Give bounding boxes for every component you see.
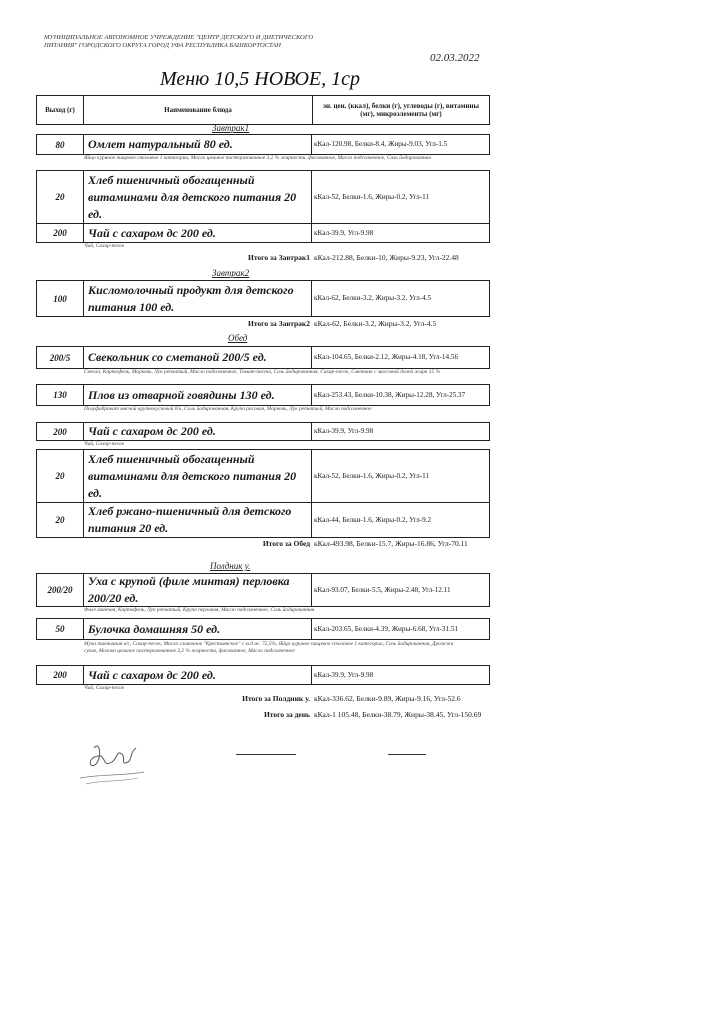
row-values: кКал-203.65, Белки-4.39, Жиры-6.68, Угл-31.51 bbox=[314, 624, 459, 633]
total-lunch: Итого за Обед кКал-493.98, Белки-15.7, Жиры-16.86, Угл-70.11 bbox=[262, 539, 468, 548]
section-breakfast1: Завтрак1 bbox=[212, 123, 250, 133]
row-dish: Чай с сахаром дс 200 ед. bbox=[84, 666, 312, 684]
table-row bbox=[36, 449, 490, 503]
row-dish: Плов из отварной говядины 130 ед. bbox=[84, 385, 312, 405]
col-name: Наименование блюда bbox=[84, 96, 313, 124]
section-snack: Полдник у. bbox=[210, 561, 251, 571]
row-ingredients: Свекла, Картофель, Морковь, Лук репчатый, Масло подсолнечное, Томат-паста, Соль йодированная, Сахар-песок, Сметана с массовой долей жира 15 % bbox=[84, 369, 441, 375]
signature-icon bbox=[72, 728, 152, 788]
row-dish: Уха с крупой (филе минтая) перловка 200/20 ед. bbox=[84, 574, 312, 606]
table-row bbox=[36, 280, 490, 317]
row-values: кКал-44, Белки-1.6, Жиры-0.2, Угл-9.2 bbox=[314, 515, 432, 524]
row-yield: 200/5 bbox=[37, 347, 84, 368]
row-values: кКал-253.43, Белки-10.38, Жиры-12.28, Угл-25.37 bbox=[314, 390, 466, 399]
col-values: эн. цен. (ккал), белки (г), углеводы (г), витамины (мг), микроэлементы (мг) bbox=[322, 102, 480, 118]
document-date: 02.03.2022 bbox=[430, 52, 480, 64]
table-row bbox=[36, 422, 490, 441]
row-dish: Чай с сахаром дс 200 ед. bbox=[84, 224, 312, 242]
row-ingredients: Полуфабрикат мясной крупнокусковой б/к, Соль йодированная, Крупа рисовая, Морковь, Лук репчатый, Масло подсолнечное bbox=[84, 406, 372, 412]
row-yield: 200/20 bbox=[37, 574, 84, 606]
row-ingredients: Мука пшеничная в/с, Сахар-песок, Масло сливочное "Крестьянское" с м.д.ж. 72,5%, Яйцо куриное пищевое столовое 1 категории, Соль йодированная, Дрожжи сухие, Молоко цельное пастеризованное 3,2 % жирности, фасованное, Масло подсолнечное bbox=[84, 641, 454, 654]
row-yield: 200 bbox=[37, 423, 84, 440]
row-dish: Свекольник со сметаной 200/5 ед. bbox=[84, 347, 312, 368]
signature-line bbox=[236, 754, 296, 755]
row-values: кКал-52, Белки-1.6, Жиры-0.2, Угл-11 bbox=[314, 471, 430, 480]
section-lunch: Обед bbox=[228, 333, 248, 343]
row-values: кКал-39.9, Угл-9.98 bbox=[314, 228, 374, 237]
row-values: кКал-39.9, Угл-9.98 bbox=[314, 427, 374, 435]
table-row bbox=[36, 170, 490, 224]
table-row bbox=[36, 346, 490, 369]
total-breakfast2: Итого за Завтрак2 кКал-62, Белки-3.2, Жиры-3.2, Угл-4.5 bbox=[248, 319, 437, 328]
row-dish: Хлеб ржано-пшеничный для детского питания 20 ед. bbox=[84, 503, 312, 537]
col-yield: Выход (г) bbox=[37, 96, 84, 124]
row-yield: 80 bbox=[37, 135, 84, 154]
row-yield: 20 bbox=[37, 171, 84, 223]
row-values: кКал-39.9, Угл-9.98 bbox=[314, 670, 374, 679]
row-dish: Хлеб пшеничный обогащенный витаминами для детского питания 20 ед. bbox=[84, 450, 312, 502]
row-dish: Булочка домашняя 50 ед. bbox=[84, 619, 312, 639]
row-yield: 20 bbox=[37, 503, 84, 537]
table-header bbox=[36, 95, 490, 125]
signature-line bbox=[388, 754, 426, 755]
table-row bbox=[36, 384, 490, 406]
row-ingredients: Филе минтая, Картофель, Лук репчатый, Крупа перловая, Масло подсолнечное, Соль йодированная bbox=[84, 607, 315, 613]
row-dish: Кисломолочный продукт для детского питания 100 ед. bbox=[84, 281, 312, 316]
row-dish: Хлеб пшеничный обогащенный витаминами для детского питания 20 ед. bbox=[84, 171, 312, 223]
row-yield: 50 bbox=[37, 619, 84, 639]
row-yield: 130 bbox=[37, 385, 84, 405]
row-ingredients: Чай, Сахар-песок bbox=[84, 243, 125, 249]
total-breakfast1: Итого за Завтрак1 кКал-212.88, Белки-10, Жиры-9.23, Угл-22.48 bbox=[248, 253, 459, 262]
row-ingredients: Чай, Сахар-песок bbox=[84, 441, 125, 447]
row-yield: 100 bbox=[37, 281, 84, 316]
table-row bbox=[36, 502, 490, 538]
row-values: кКал-104.65, Белки-2.12, Жиры-4.18, Угл-14.56 bbox=[314, 353, 459, 361]
table-row bbox=[36, 134, 490, 155]
organization-name: МУНИЦИПАЛЬНОЕ АВТОНОМНОЕ УЧРЕЖДЕНИЕ "ЦЕНТР ДЕТСКОГО И ДИЕТИЧЕСКОГО ПИТАНИЯ" ГОРОДСКОГО ОКРУГА ГОРОД УФА РЕСПУБЛИКА БАШКОРТОСТАН bbox=[44, 34, 314, 49]
row-ingredients: Чай, Сахар-песок bbox=[84, 685, 125, 691]
table-row bbox=[36, 223, 490, 243]
row-yield: 200 bbox=[37, 224, 84, 242]
section-breakfast2: Завтрак2 bbox=[212, 268, 250, 278]
row-dish: Чай с сахаром дс 200 ед. bbox=[84, 423, 312, 440]
row-ingredients: Яйцо куриное пищевое столовое 1 категории, Масло цельное пастеризованное 3,2 % жирности, фасованное, Масло подсолнечное, Соль йодированная bbox=[84, 155, 431, 161]
total-snack: Итого за Полдник у. кКал-336.62, Белки-9.89, Жиры-9.16, Угл-52.6 bbox=[242, 694, 461, 703]
page-title: Меню 10,5 НОВОЕ, 1ср bbox=[160, 68, 360, 90]
row-values: кКал-52, Белки-1.6, Жиры-0.2, Угл-11 bbox=[314, 192, 430, 201]
row-dish: Омлет натуральный 80 ед. bbox=[84, 135, 312, 154]
total-day: Итого за день кКал-1 105.48, Белки-38.79, Жиры-38.45, Угл-150.69 bbox=[263, 710, 482, 719]
table-row bbox=[36, 573, 490, 607]
row-values: кКал-93.07, Белки-5.5, Жиры-2.48, Угл-12.11 bbox=[314, 585, 451, 594]
row-values: кКал-120.98, Белки-8.4, Жиры-9.03, Угл-1.5 bbox=[314, 140, 448, 148]
row-values: кКал-62, Белки-3.2, Жиры-3.2, Угл-4.5 bbox=[314, 294, 432, 302]
table-row bbox=[36, 665, 490, 685]
table-row bbox=[36, 618, 490, 640]
row-yield: 200 bbox=[37, 666, 84, 684]
row-yield: 20 bbox=[37, 450, 84, 502]
